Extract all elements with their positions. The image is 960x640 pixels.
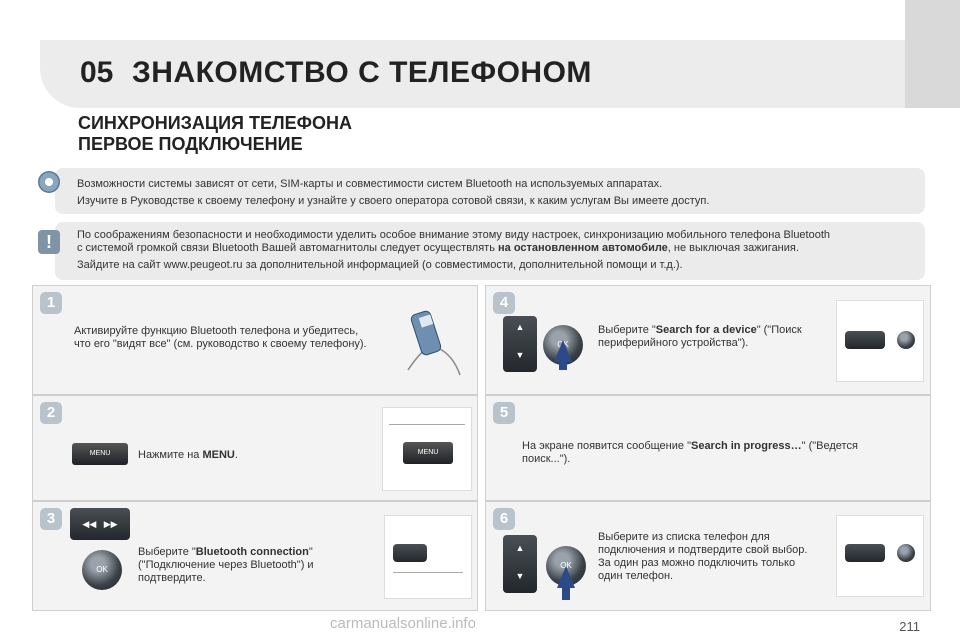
phone-hand-icon [398,300,468,380]
radio-buttons-icon [845,544,885,562]
step-text [138,546,363,585]
step-text: Выберите из списка телефон для подключения и подтвердите свой выбор. За один раз можно подключить только один телефон. [598,531,808,582]
warning-icon: ! [38,230,60,254]
step-text-bold: Search in progress… [690,440,802,452]
warning-line: Зайдите на сайт www.peugeot.ru за дополнительной информацией (о совместимости, дополнительной помощи и т.д.). [77,259,683,271]
header-tab [905,0,960,108]
gear-icon [38,171,60,193]
section-subtitle: ПЕРВОЕ ПОДКЛЮЧЕНИЕ [78,134,303,154]
step-number: 4 [493,292,515,314]
step-text-a: На экране появится сообщение " [522,440,691,452]
seek-buttons-icon: ◀◀ ▶▶ [70,508,130,540]
warning-text: , не выключая зажигания. [667,242,799,254]
step-text-c: " ("Подключение через Bluetooth") и подтвердите. [138,546,314,584]
radio-panel-illustration [836,515,924,597]
ok-knob-icon: OK [82,550,122,590]
info-line: Возможности системы зависят от сети, SIM-карты и совместимости систем Bluetooth на используемых аппаратах. [77,178,663,190]
step-text-c: " ("Ведется поиск..."). [522,440,858,465]
arrow-head-icon [554,340,572,362]
step-text-c: . [234,449,238,461]
step-text-a: Выберите " [138,546,196,558]
menu-button-icon: MENU [403,442,453,464]
arrow-head-icon [557,566,575,588]
step-number: 5 [493,402,515,424]
step-number: 6 [493,508,515,530]
step-text [598,324,808,350]
step-text [522,440,872,466]
up-down-buttons-icon: ▲ ▼ [503,535,537,593]
warning-line: По соображениям безопасности и необходимости уделить особое внимание этому виду настроек, синхронизацию мобильного телефона Bluetooth [77,229,831,241]
step-text-bold: Bluetooth connection [195,546,309,558]
radio-knob-icon [897,544,915,562]
warning-note [55,222,925,280]
step-number: 1 [40,292,62,314]
radio-panel-illustration [836,300,924,382]
step-text-bold: MENU [202,449,235,461]
step-text-bold: Search for a device [655,324,757,336]
info-note [55,168,925,214]
menu-button-icon: MENU [72,443,128,465]
warning-text: с системой громкой связи Bluetooth Вашей автомагнитолы следует осуществлять [77,242,498,254]
warning-bold-text: на остановленном автомобиле [498,242,668,254]
radio-buttons-icon [393,544,427,562]
radio-knob-icon [897,331,915,349]
chapter-number: 05 [80,56,114,89]
warning-line [77,242,799,255]
step-number: 2 [40,402,62,424]
step-text: Активируйте функцию Bluetooth телефона и убедитесь, что его "видят все" (см. руководство к своему телефону). [74,325,367,350]
section-title: СИНХРОНИЗАЦИЯ ТЕЛЕФОНА [78,113,352,133]
ok-knob-icon: OK [543,325,583,365]
radio-menu-illustration [382,407,472,491]
watermark: carmanualsonline.info [330,615,476,632]
radio-panel-illustration [384,515,472,599]
step-text-c: " ("Поиск периферийного устройства"). [598,324,802,349]
step-text [138,449,338,462]
step-text-a: Выберите " [598,324,656,336]
page-number: 211 [899,619,920,634]
ok-knob-icon: OK [546,546,586,586]
step-number: 3 [40,508,62,530]
chapter-title: ЗНАКОМСТВО С ТЕЛЕФОНОМ [132,56,592,89]
step-text-a: Нажмите на [138,449,203,461]
up-down-buttons-icon: ▲ ▼ [503,316,537,372]
radio-buttons-icon [845,331,885,349]
info-line: Изучите в Руководстве к своему телефону и узнайте у своего оператора сотовой связи, к каким услугам Вы имеете доступ. [77,195,710,207]
